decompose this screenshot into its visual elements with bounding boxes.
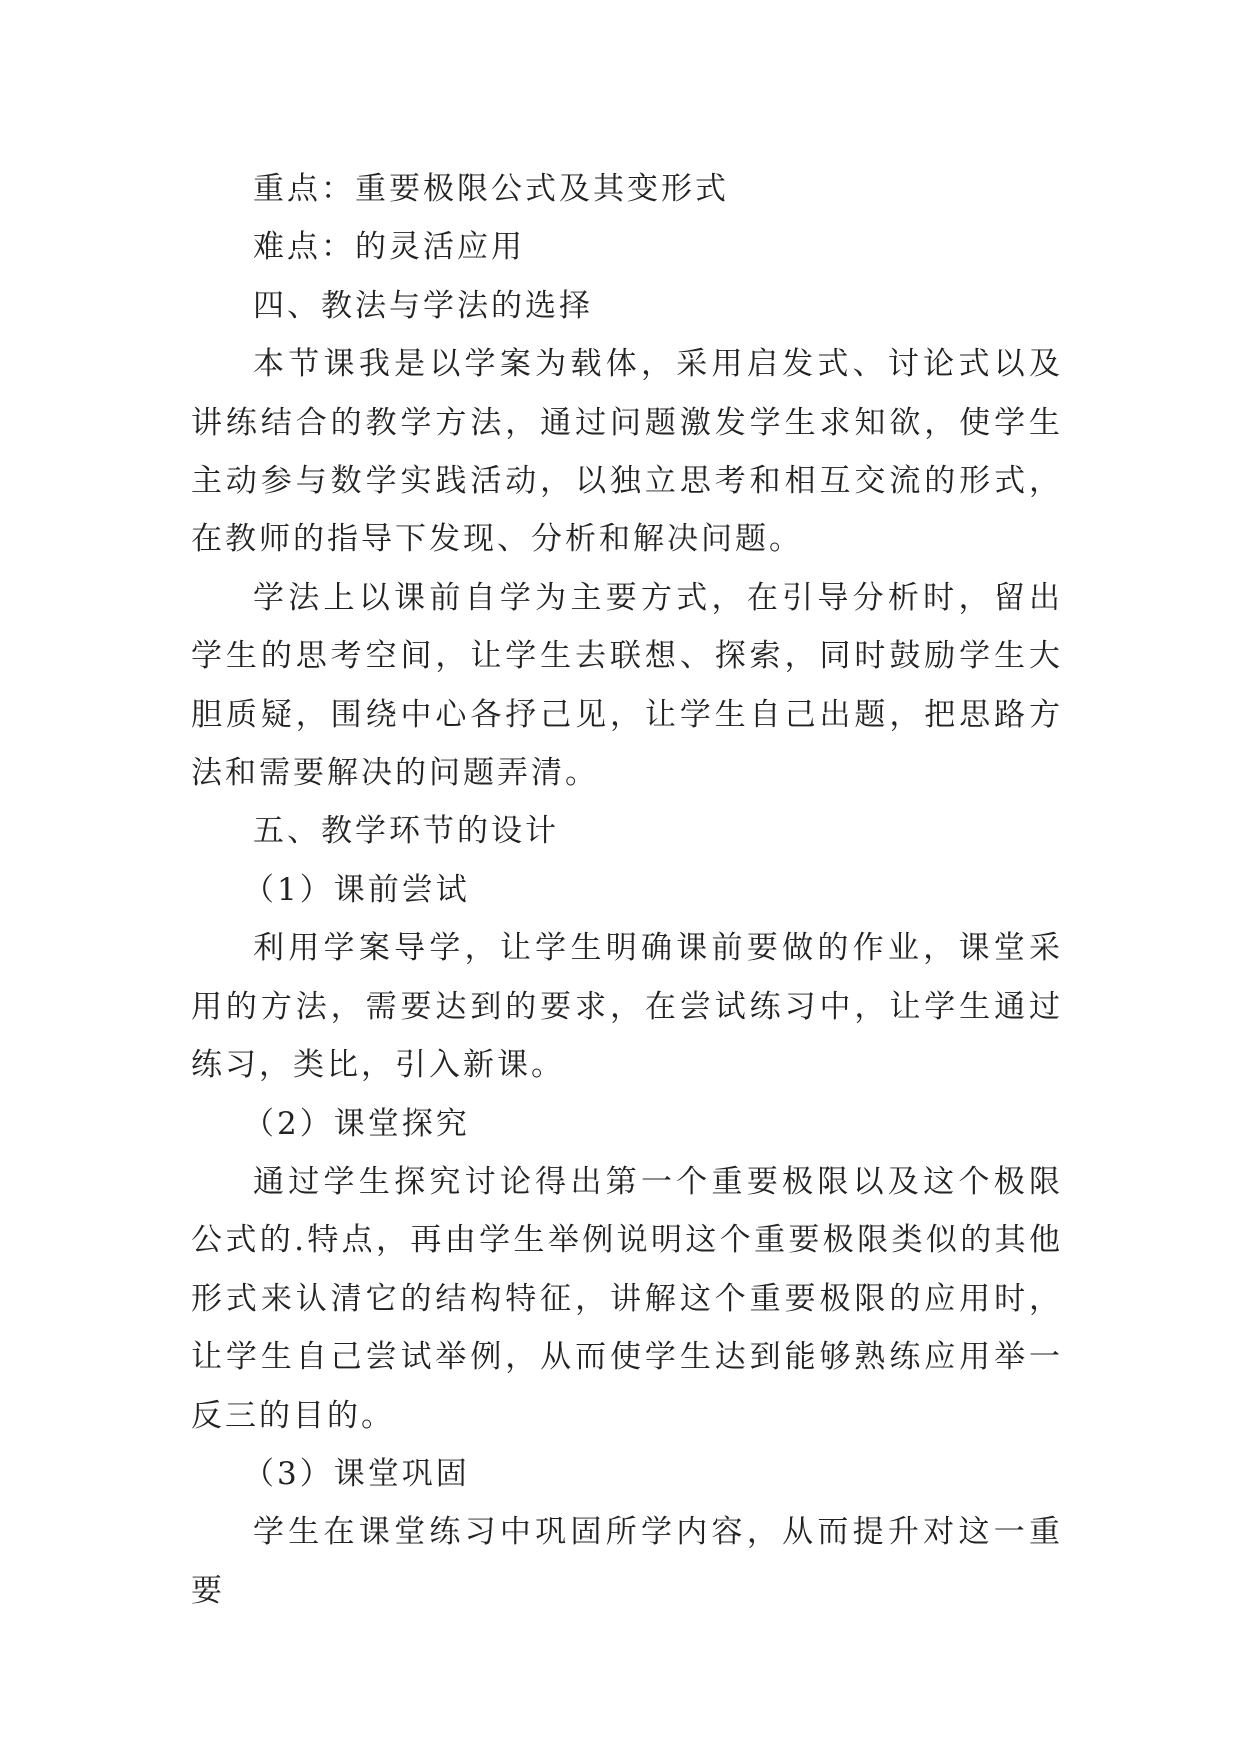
step-2-heading: （2）课堂探究 xyxy=(243,1105,470,1142)
step-1-heading: （1）课前尝试 xyxy=(243,871,470,908)
step-1-paragraph: 利用学案导学，让学生明确课前要做的作业，课堂采用的方法，需要达到的要求，在尝试练习中，让学生通过练习，类比，引入新课。 xyxy=(191,930,1063,1084)
section-heading-design: 五、教学环节的设计 xyxy=(253,813,559,850)
section-heading-methods: 四、教法与学法的选择 xyxy=(253,287,593,324)
step-3-heading: （3）课堂巩固 xyxy=(243,1455,470,1492)
step-3-paragraph: 学生在课堂练习中巩固所学内容，从而提升对这一重要 xyxy=(191,1514,1063,1609)
key-point-line: 重点：重要极限公式及其变形式 xyxy=(253,171,729,207)
learning-method-paragraph: 学法上以课前自学为主要方式，在引导分析时，留出学生的思考空间，让学生去联想、探索，同时鼓励学生大胆质疑，围绕中心各抒己见，让学生自己出题，把思路方法和需要解决的问题弄清。 xyxy=(191,579,1063,792)
difficult-point-line: 难点：的灵活应用 xyxy=(253,229,525,266)
document-body xyxy=(191,160,1063,1620)
teaching-method-paragraph: 本节课我是以学案为载体，采用启发式、讨论式以及讲练结合的教学方法，通过问题激发学生求知欲，使学生主动参与数学实践活动，以独立思考和相互交流的形式，在教师的指导下发现、分析和解决问题。 xyxy=(191,346,1063,558)
step-2-paragraph: 通过学生探究讨论得出第一个重要极限以及这个极限公式的.特点，再由学生举例说明这个重要极限类似的其他形式来认清它的结构特征，讲解这个重要极限的应用时，让学生自己尝试举例，从而使学生达到能够熟练应用举一反三的目的。 xyxy=(191,1163,1063,1434)
